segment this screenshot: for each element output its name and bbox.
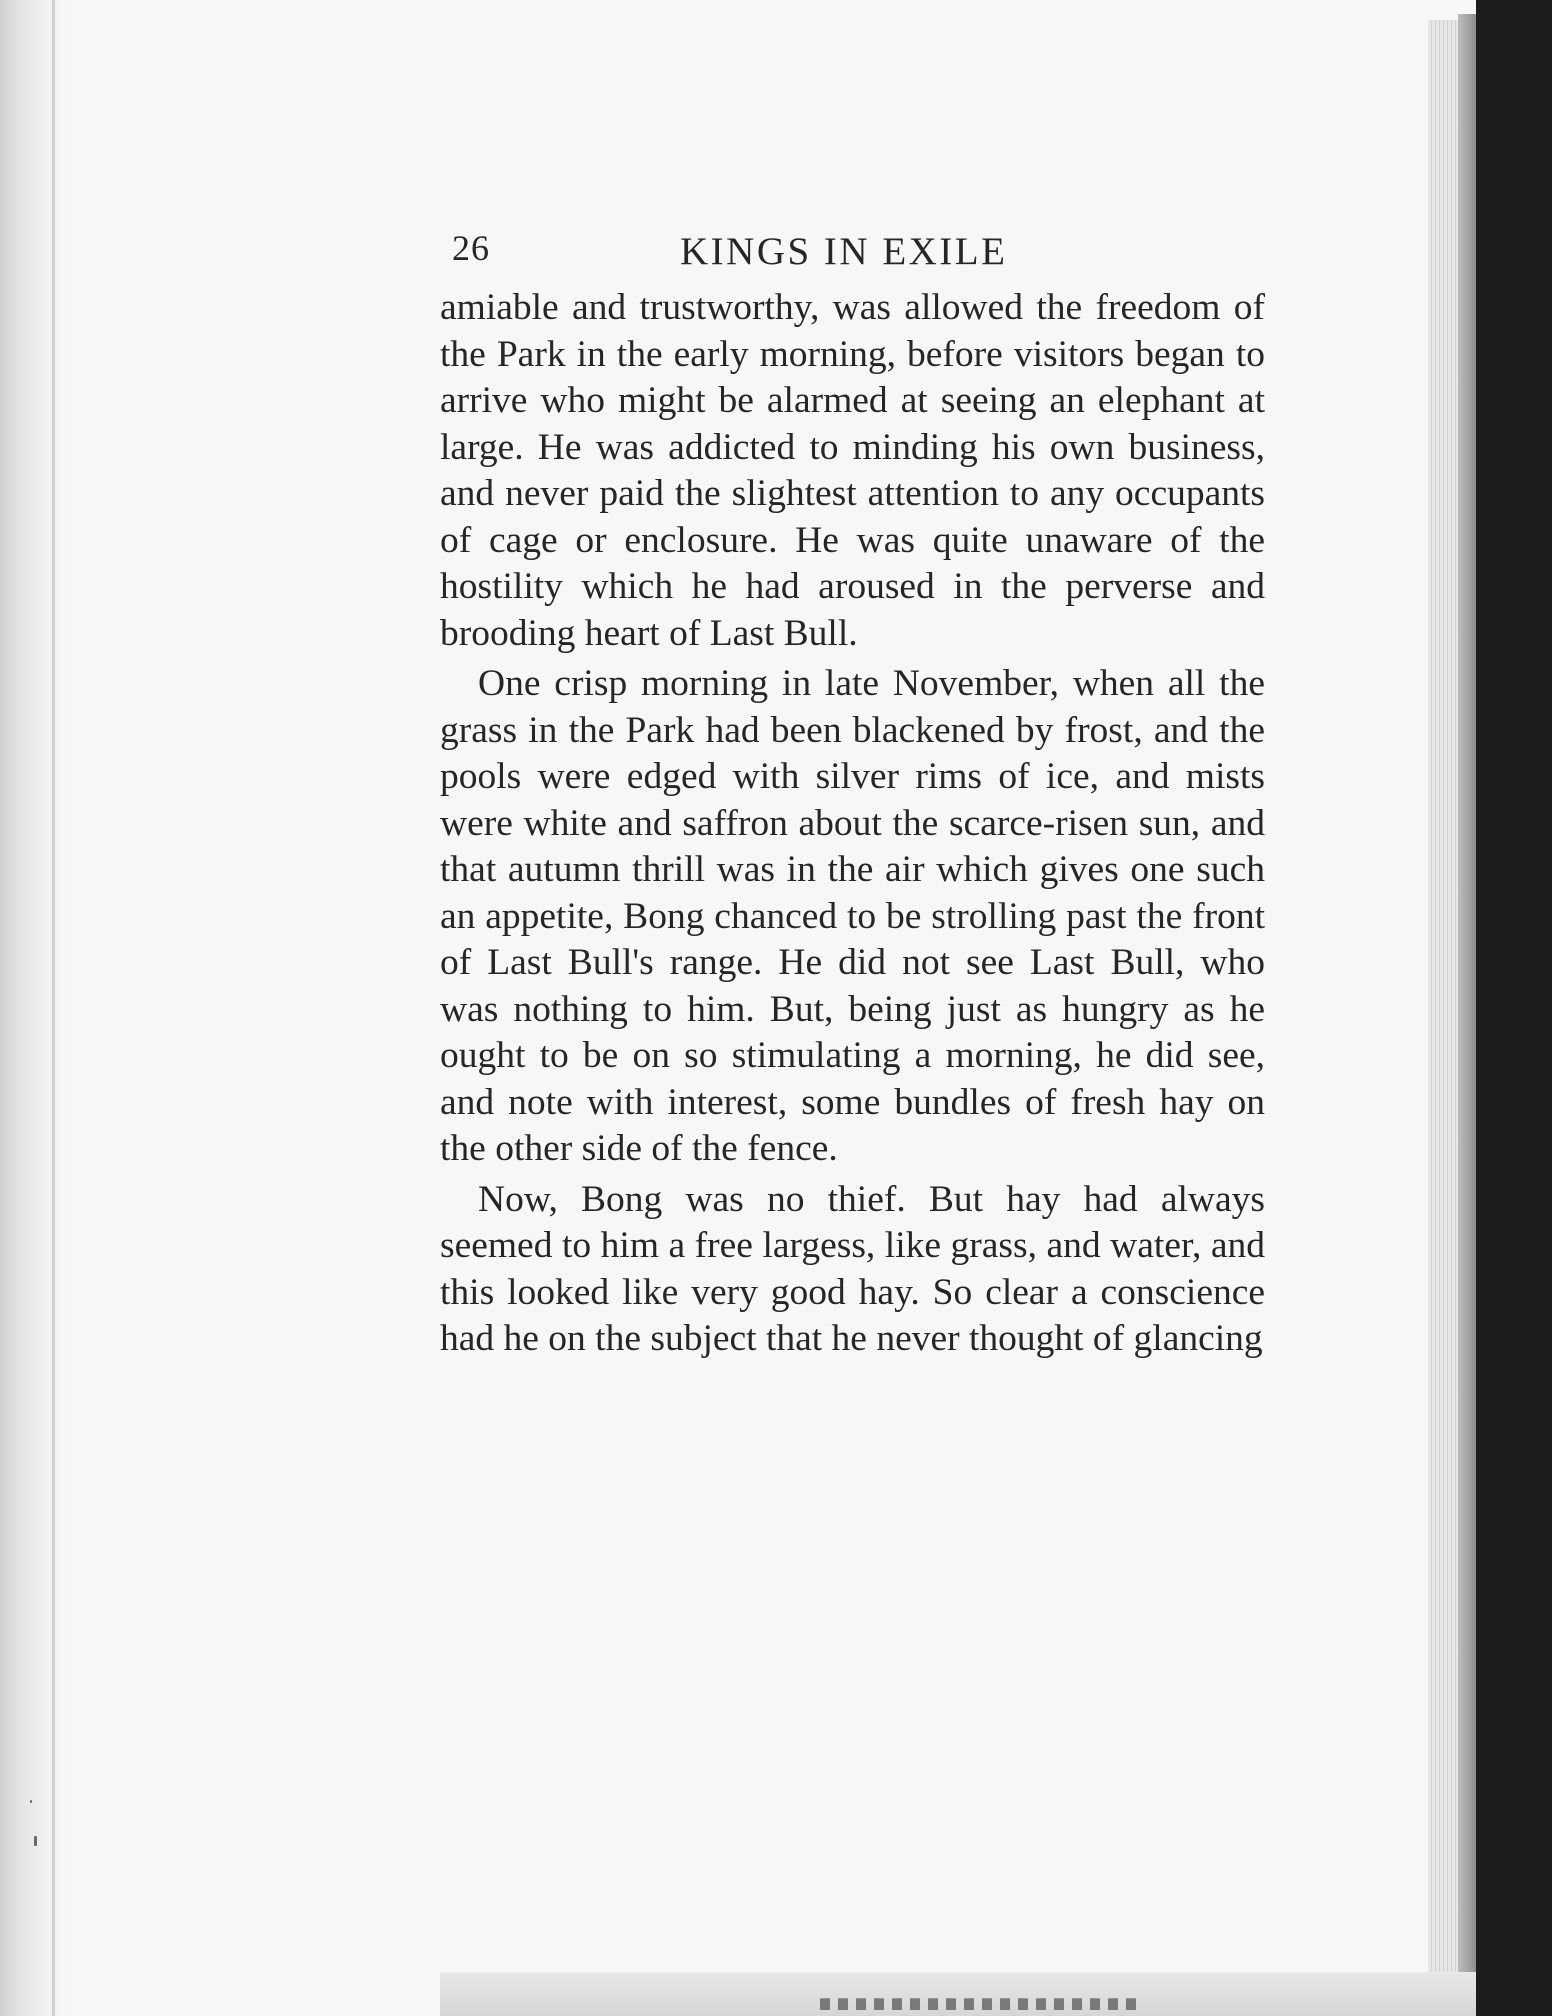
gutter-fold-line [52,0,55,2016]
paragraph-2: One crisp morning in late November, when all the grass in the Park had been blackened by frost, and the pools were edged with silver rims of ice, and mists were white and saffron about the scarce-risen sun, and that autumn thrill was in the air which gives one such an appetite, Bong chanced to be strolling past the front of Last Bull's range. He did not see Last Bull, who was nothing to him. But, being just as hungry as he ought to be on so stimulating a morning, he did see, and note with interest, some bundles of fresh hay on the other side of the fence. [440,663,1265,1169]
running-head-title: KINGS IN EXILE [680,230,1008,273]
scan-speck [34,1836,37,1846]
book-gutter-shadow [0,0,70,2016]
stacked-page-edges [1428,20,1458,1980]
page-number: 26 [452,228,490,268]
page-edge-shadow [1458,14,1476,1989]
scan-speck [30,1800,32,1803]
book-cover-edge [1476,0,1552,2016]
running-head [440,225,1265,285]
paragraph-1: amiable and trustworthy, was allowed the freedom of the Park in the early morning, before visitors began to arrive who might be alarmed at seeing an elephant at large. He was addicted to minding his own business, and never paid the slightest attention to any occupants of cage or enclosure. He was quite unaware of the hostility which he had aroused in the perverse and brooding heart of Last Bull. [440,287,1265,654]
body-text [440,285,1265,1363]
paragraph-3: Now, Bong was no thief. But hay had always seemed to him a free largess, like grass, and water, and this looked like very good hay. So clear a conscience had he on the subject that he never thought of glancing [440,1178,1265,1359]
book-page [440,225,1265,1363]
